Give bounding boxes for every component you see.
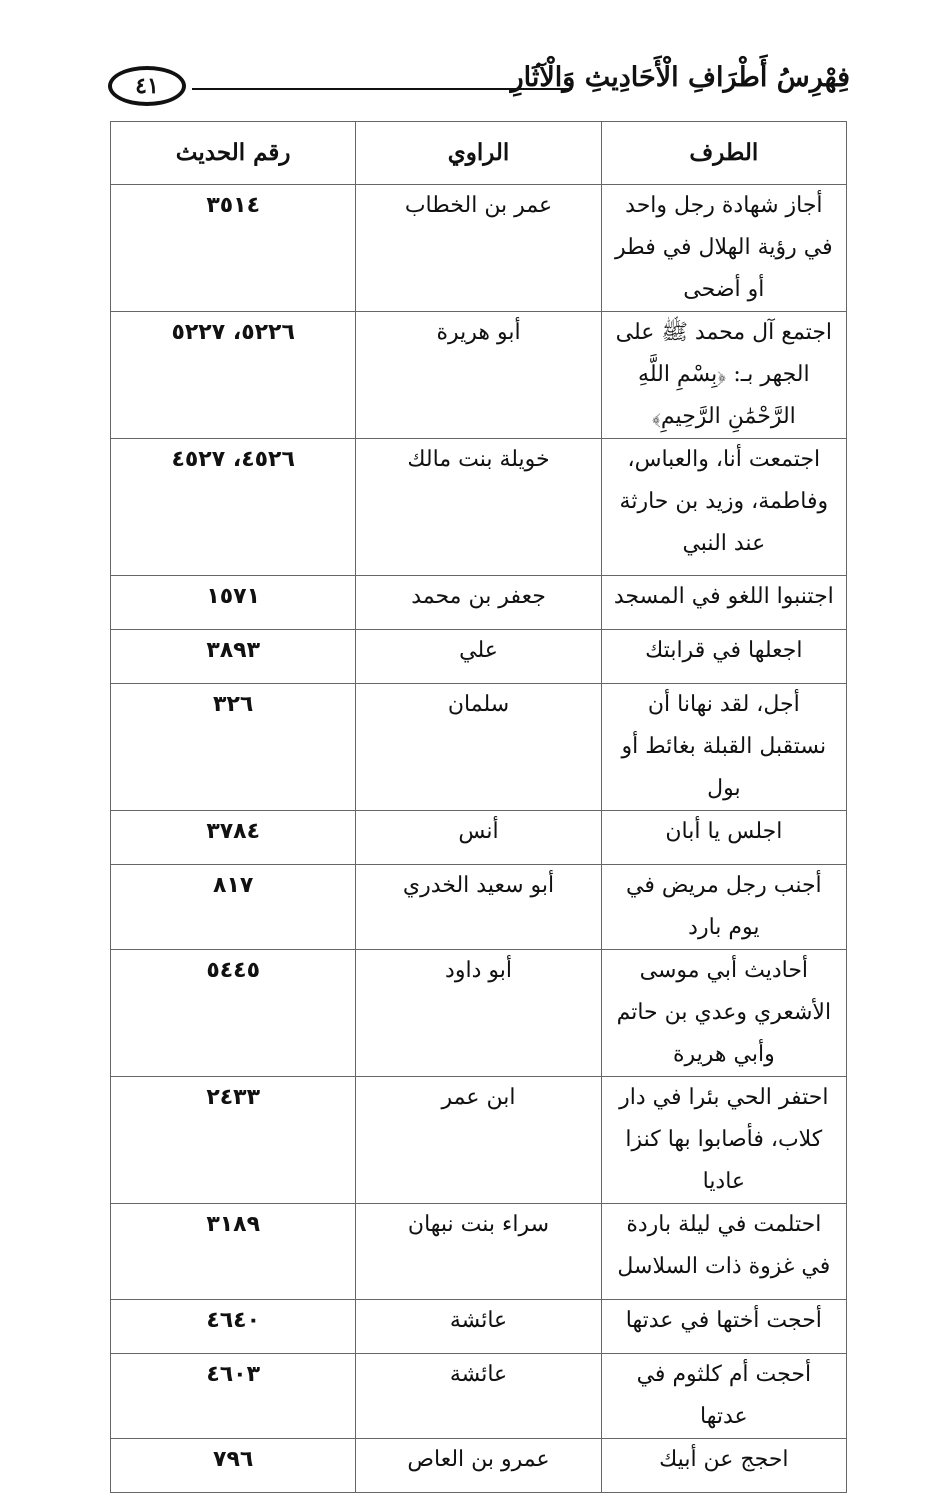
page-number-badge (108, 66, 186, 106)
rawi-cell: علي (356, 630, 601, 684)
rawi-cell: سلمان (356, 684, 601, 811)
tarf-cell: أحاديث أبي موسى الأشعري وعدي بن حاتم وأبي هريرة (601, 950, 846, 1077)
rawi-cell: عمر بن الخطاب (356, 185, 601, 312)
table-row (111, 185, 847, 312)
page-header (108, 58, 850, 116)
tarf-cell: اجتمعت أنا، والعباس، وفاطمة، وزيد بن حارثة عند النبي (601, 439, 846, 576)
tarf-cell: اجعلها في قرابتك (601, 630, 846, 684)
table-row (111, 1300, 847, 1354)
table-row (111, 684, 847, 811)
hadith-number-cell: ٧٩٦ (111, 1439, 356, 1493)
table-row (111, 1077, 847, 1204)
hadith-number-cell: ٥٢٢٦، ٥٢٢٧ (111, 312, 356, 439)
hadith-number-cell: ٤٦٤٠ (111, 1300, 356, 1354)
tarf-cell: اجلس يا أبان (601, 811, 846, 865)
tarf-cell: احتفر الحي بئرا في دار كلاب، فأصابوا بها كنزا عاديا (601, 1077, 846, 1204)
hadith-index-table (110, 121, 847, 1493)
rawi-cell: ابن عمر (356, 1077, 601, 1204)
hadith-number-cell: ٨١٧ (111, 865, 356, 950)
tarf-cell: اجتنبوا اللغو في المسجد (601, 576, 846, 630)
hadith-number-cell: ٤٥٢٦، ٤٥٢٧ (111, 439, 356, 576)
tarf-cell: احجج عن أبيك (601, 1439, 846, 1493)
rawi-cell: أبو هريرة (356, 312, 601, 439)
hadith-number-cell: ٣٢٦ (111, 684, 356, 811)
hadith-number-cell: ٣٨٩٣ (111, 630, 356, 684)
tarf-cell: أحجت أختها في عدتها (601, 1300, 846, 1354)
hadith-number-cell: ٣١٨٩ (111, 1204, 356, 1300)
hadith-number-cell: ١٥٧١ (111, 576, 356, 630)
tarf-cell: اجتمع آل محمد ﷺ على الجهر بـ: ﴿بِسْمِ اللَّهِ الرَّحْمَٰنِ الرَّحِيمِ﴾ (601, 312, 846, 439)
tarf-cell: أجل، لقد نهانا أن نستقبل القبلة بغائط أو بول (601, 684, 846, 811)
tarf-cell: أجاز شهادة رجل واحد في رؤية الهلال في فطر أو أضحى (601, 185, 846, 312)
column-header-rawi: الراوي (356, 122, 601, 185)
tarf-cell: أجنب رجل مريض في يوم بارد (601, 865, 846, 950)
rawi-cell: أنس (356, 811, 601, 865)
hadith-number-cell: ٣٧٨٤ (111, 811, 356, 865)
table-row (111, 1354, 847, 1439)
hadith-number-cell: ٥٤٤٥ (111, 950, 356, 1077)
table-row (111, 630, 847, 684)
table-row (111, 811, 847, 865)
column-header-number: رقم الحديث (111, 122, 356, 185)
table-row (111, 312, 847, 439)
rawi-cell: جعفر بن محمد (356, 576, 601, 630)
hadith-number-cell: ٤٦٠٣ (111, 1354, 356, 1439)
column-header-tarf: الطرف (601, 122, 846, 185)
page-title: فِهْرِسُ أَطْرَافِ الْأَحَادِيثِ وَالْآثَارِ (510, 62, 850, 93)
table-row (111, 1204, 847, 1300)
rawi-cell: عائشة (356, 1300, 601, 1354)
page-number: ٤١ (135, 73, 159, 99)
rawi-cell: سراء بنت نبهان (356, 1204, 601, 1300)
table-row (111, 865, 847, 950)
rawi-cell: خويلة بنت مالك (356, 439, 601, 576)
rawi-cell: أبو داود (356, 950, 601, 1077)
rawi-cell: أبو سعيد الخدري (356, 865, 601, 950)
rawi-cell: عائشة (356, 1354, 601, 1439)
table-row (111, 576, 847, 630)
rawi-cell: عمرو بن العاص (356, 1439, 601, 1493)
hadith-number-cell: ٢٤٣٣ (111, 1077, 356, 1204)
table-row (111, 439, 847, 576)
table-row (111, 1439, 847, 1493)
tarf-cell: احتلمت في ليلة باردة في غزوة ذات السلاسل (601, 1204, 846, 1300)
table-row (111, 950, 847, 1077)
table-header-row (111, 122, 847, 185)
tarf-cell: أحجت أم كلثوم في عدتها (601, 1354, 846, 1439)
hadith-number-cell: ٣٥١٤ (111, 185, 356, 312)
